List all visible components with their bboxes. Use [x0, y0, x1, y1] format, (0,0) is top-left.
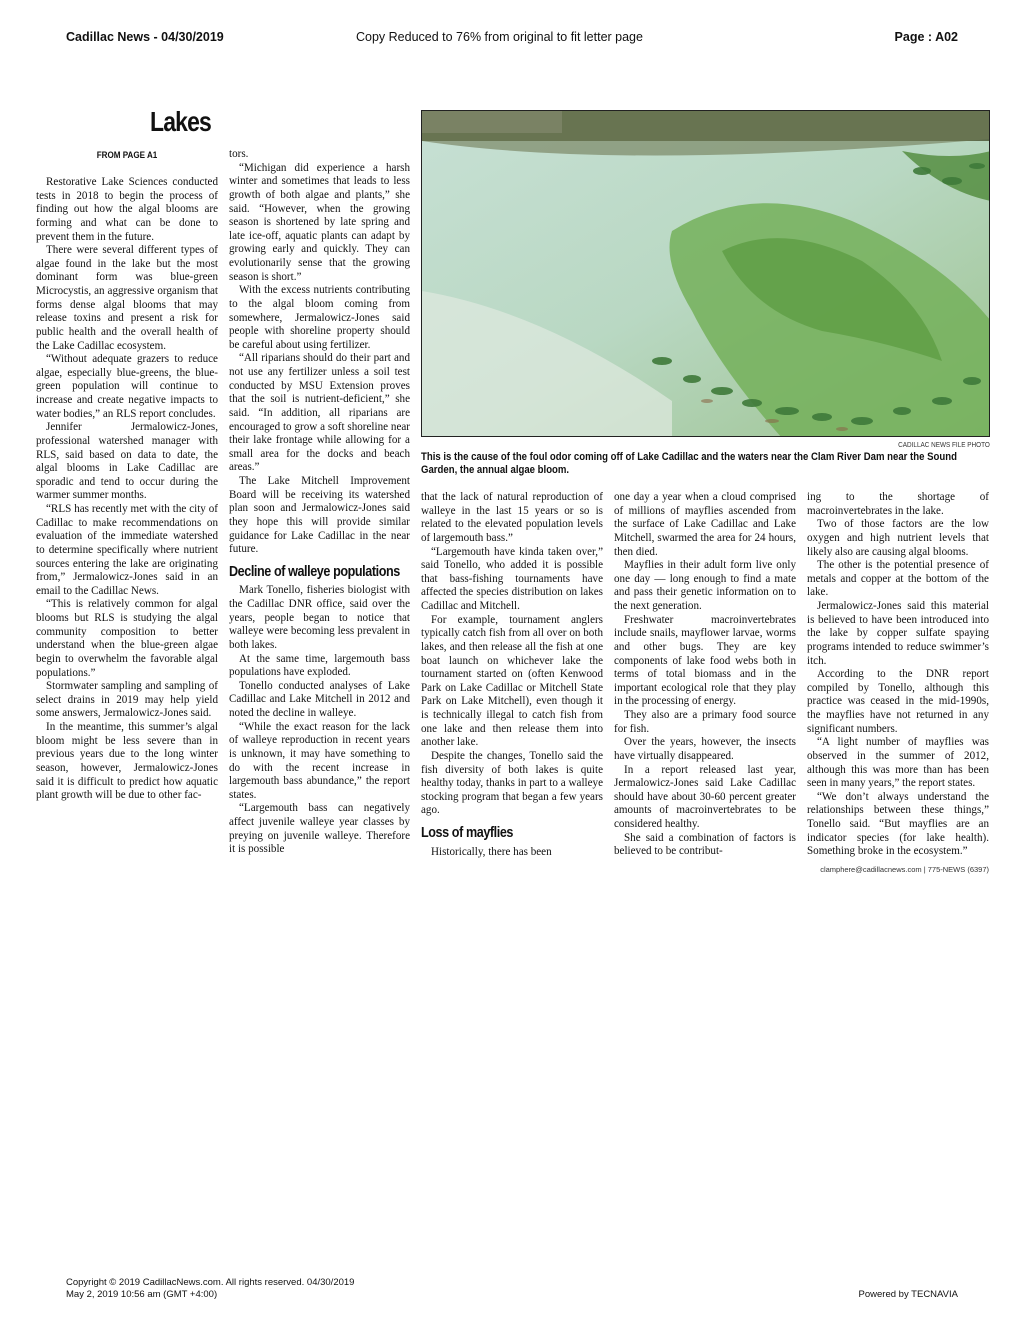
- paragraph: ing to the shortage of macroinvertebrates in the lake.: [807, 491, 989, 517]
- footer-datetime: May 2, 2019 10:56 am (GMT +4:00): [66, 1289, 218, 1300]
- article-column-4: [614, 491, 796, 859]
- paragraph: Freshwater macroinvertebrates include snails, mayflower larvae, worms and other bugs. They are key components of lake food webs both in terms of total biomass and in the important ecological role that they play in the processing of energy.: [614, 613, 796, 708]
- paragraph: “Without adequate grazers to reduce algae, especially blue-greens, the blue-green population will continue to increase and create negative impacts to water bodies,” an RLS report concludes.: [36, 353, 218, 420]
- paragraph: Over the years, however, the insects have virtually disappeared.: [614, 736, 796, 762]
- paragraph: “All riparians should do their part and not use any fertilizer unless a soil test conducted by MSU Extension proves that the soil is nutrient-deficient,” she said. “In addition, all riparians are encouraged to grow a soft shoreline near their lake frontage while allowing for a small area for the docks and beach areas.”: [229, 352, 410, 474]
- from-page-tag: FROM PAGE A1: [96, 150, 158, 161]
- article-column-1: [36, 176, 218, 803]
- paragraph: “While the exact reason for the lack of walleye reproduction in recent years is unknown, it may have something to do with the recent increase in largemouth bass abundance,” the report states.: [229, 720, 410, 801]
- paragraph: Tonello conducted analyses of Lake Cadillac and Lake Mitchell in 2012 and noted the decline in walleye.: [229, 679, 410, 719]
- paragraph: There were several different types of algae found in the lake but the most dominant form was blue-green Microcystis, an aggressive organism that forms dense algal blooms that may release toxins and present a risk for public health and the overall health of the Lake Cadillac ecosystem.: [36, 244, 218, 352]
- paragraph: She said a combination of factors is believed to be contribut-: [614, 831, 796, 858]
- author-contact: clamphere@cadillacnews.com | 775-NEWS (6397): [820, 864, 989, 874]
- paragraph: “Largemouth bass can negatively affect juvenile walleye year classes by preying on juvenile walleye. Therefore it is possible: [229, 802, 410, 856]
- paragraph: The Lake Mitchell Improvement Board will be receiving its watershed plan soon and Jermalowicz-Jones said they hope this will provide similar guidance for Lake Cadillac in the near future.: [229, 475, 410, 556]
- header-page-number: Page : A02: [894, 30, 958, 44]
- algae-bloom-photo: [421, 110, 990, 437]
- paragraph: “We don’t always understand the relationships between these things,” Tonello said. “But mayflies are an indicator species (for lake health). Something broke in the ecosystem.”: [807, 790, 989, 858]
- paragraph: Restorative Lake Sciences conducted tests in 2018 to begin the process of finding out how the algal blooms are forming and what can be done to prevent them in the future.: [36, 176, 218, 243]
- paragraph: “A light number of mayflies was observed in the summer of 2012, although this was more than has been seen in many years,” the report states.: [807, 736, 989, 790]
- paragraph: “Largemouth have kinda taken over,” said Tonello, who added it is possible that bass-fishing tournaments have affected the species distribution on lakes Cadillac and Mitchell.: [421, 545, 603, 612]
- article-headline: Lakes: [150, 106, 212, 137]
- subhead-mayflies: Loss of mayflies: [421, 824, 514, 841]
- paragraph: They also are a primary food source for fish.: [614, 709, 796, 735]
- paragraph: Stormwater sampling and sampling of select drains in 2019 may help yield some answers, Jermalowicz-Jones said.: [36, 680, 218, 720]
- paragraph: At the same time, largemouth bass populations have exploded.: [229, 652, 410, 679]
- paragraph: Jermalowicz-Jones said this material is believed to have been introduced into the lake by copper sulfate spaying programs intended to reduce swimmer’s itch.: [807, 600, 989, 667]
- paragraph: Jennifer Jermalowicz-Jones, professional watershed manager with RLS, said based on data to date, the algal blooms in Lake Cadillac are sporadic and tend to occur during the warmer summer months.: [36, 421, 218, 502]
- paragraph: “This is relatively common for algal blooms but RLS is studying the algal community composition to better understand when the blue-green algae begin to overwhelm the favorable algal populations.”: [36, 598, 218, 679]
- paragraph: In a report released last year, Jermalowicz-Jones said Lake Cadillac should have about 30-60 percent greater amounts of macroinvertebrates to be considered healthy.: [614, 763, 796, 830]
- paragraph: Two of those factors are the low oxygen and high nutrient levels that likely also are causing algal blooms.: [807, 518, 989, 558]
- article-column-2: [229, 148, 410, 857]
- paragraph: “RLS has recently met with the city of Cadillac to make recommendations on evaluation of the immediate watershed to determine specifically where nutrient sources entering the lake are originating from,” Jermalowicz-Jones said in an email to the Cadillac News.: [36, 503, 218, 597]
- paragraph: With the excess nutrients contributing to the algal bloom coming from somewhere, Jermalowicz-Jones said people with shoreline property should be careful about using fertilizer.: [229, 284, 410, 351]
- article-column-3: [421, 491, 603, 859]
- paragraph: Mayflies in their adult form live only one day — long enough to find a mate and pass their genetic information on to the next generation.: [614, 559, 796, 612]
- header-reduction-note: Copy Reduced to 76% from original to fit letter page: [356, 30, 643, 44]
- footer-copyright: Copyright © 2019 CadillacNews.com. All rights reserved. 04/30/2019: [66, 1277, 355, 1288]
- paragraph: Despite the changes, Tonello said the fish diversity of both lakes is quite healthy today, thanks in part to a walleye stocking program that began a few years ago.: [421, 749, 603, 817]
- algae-bloom-photo-graphic: [422, 111, 990, 437]
- paragraph: that the lack of natural reproduction of walleye in the last 15 years or so is related to the elevated population levels of largemouth bass.”: [421, 491, 603, 544]
- footer-powered-by: Powered by TECNAVIA: [858, 1289, 958, 1300]
- paragraph: “Michigan did experience a harsh winter and sometimes that leads to less growth of both algae and plants,” she said. “However, when the growing season is shortened by late spring and late ice-off, aquatic plants can adapt by growing early and quickly. They can evolutionarily sense that the growing season is short.”: [229, 161, 410, 283]
- paragraph: According to the DNR report compiled by Tonello, although this practice was ceased in the mid-1990s, the mayflies have not returned in any significant numbers.: [807, 668, 989, 735]
- subhead-walleye: Decline of walleye populations: [229, 562, 400, 580]
- header-publication-date: Cadillac News - 04/30/2019: [66, 30, 224, 44]
- paragraph: The other is the potential presence of metals and copper at the bottom of the lake.: [807, 559, 989, 599]
- paragraph: tors.: [229, 148, 249, 160]
- paragraph: In the meantime, this summer’s algal bloom might be less severe than in previous years due to the long winter season, however, Jermalowicz-Jones said it is difficult to predict how aquatic plant growth will be due to other fac-: [36, 721, 218, 802]
- article-column-5: [807, 491, 989, 877]
- paragraph: Mark Tonello, fisheries biologist with the Cadillac DNR office, said over the years, people began to notice that walleye were becoming less prevalent in both lakes.: [229, 584, 410, 651]
- paragraph: one day a year when a cloud comprised of millions of mayflies ascended from the surface of Lake Cadillac and Lake Mitchell, swarmed the area for 24 hours, then died.: [614, 491, 796, 558]
- paragraph: Historically, there has been: [431, 845, 552, 858]
- paragraph: For example, tournament anglers typically catch fish from all over on both lakes, and then release all the fish at one boat launch on whichever lake the tournament started on (often Kenwood Park on Lake Cadillac or Mitchell State Park on Lake Mitchell), even though it is technically illegal to catch fish from one lake and then release them into another lake.: [421, 613, 603, 749]
- photo-credit: CADILLAC NEWS FILE PHOTO: [898, 440, 990, 449]
- photo-caption: This is the cause of the foul odor coming off of Lake Cadillac and the waters near the Clam River Dam near the Sound Garden, the annual algae bloom.: [421, 451, 957, 476]
